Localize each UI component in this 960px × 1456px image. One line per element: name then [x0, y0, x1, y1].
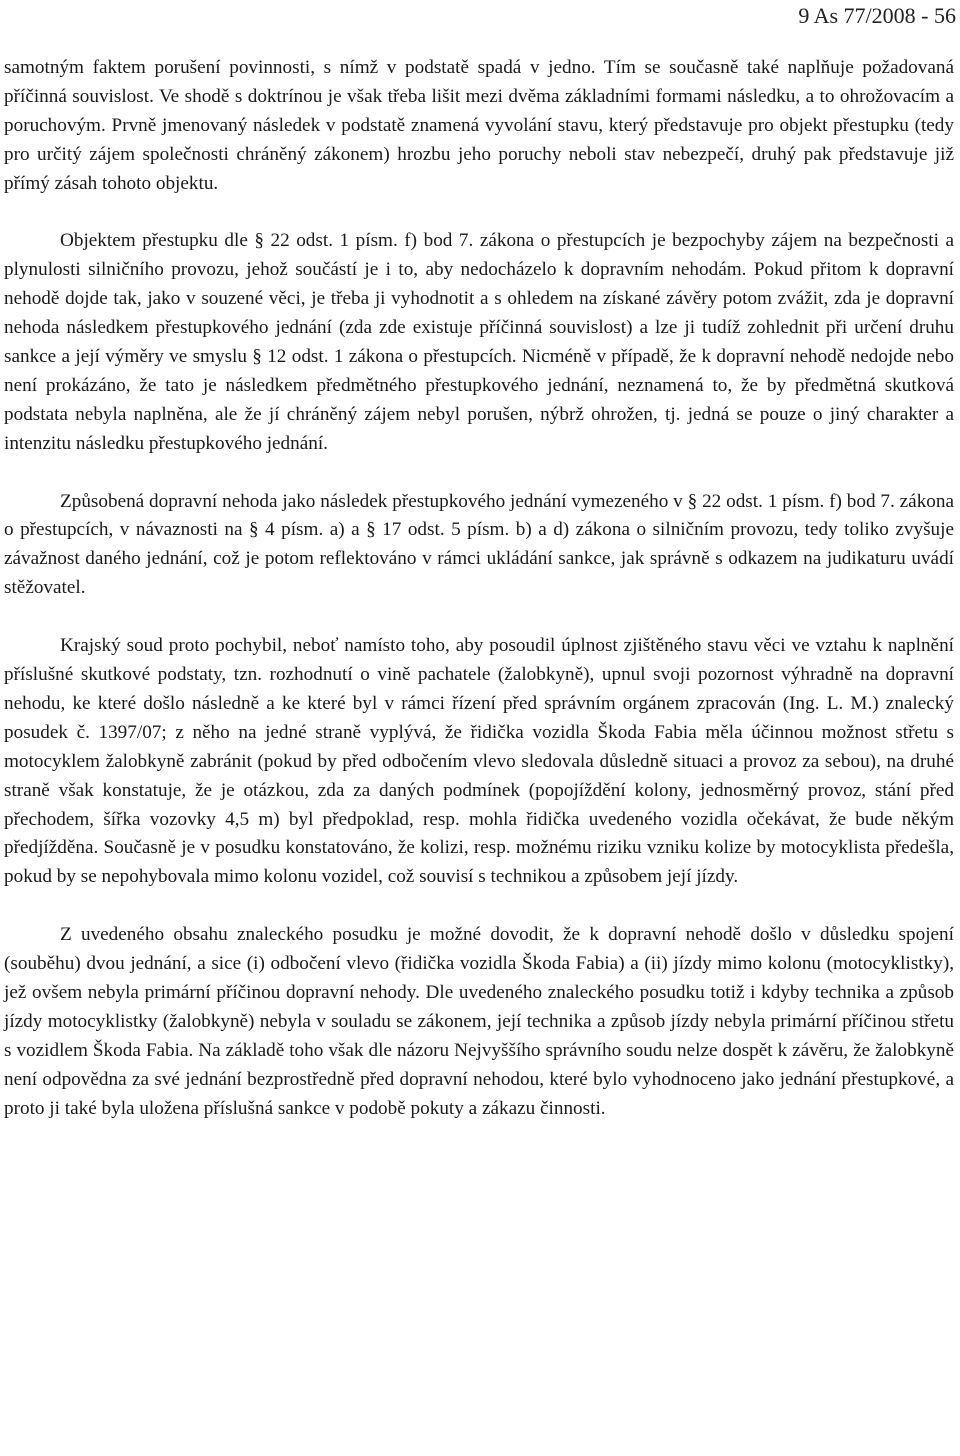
document-body: [4, 54, 954, 1123]
paragraph-gap: [4, 459, 954, 488]
paragraph-2: Objektem přestupku dle § 22 odst. 1 písm. f) bod 7. zákona o přestupcích je bezpochyby zájem na bezpečnosti a plynulosti silničního provozu, jehož součástí je i to, aby nedocházelo k dopravním nehodám. Pokud přitom k dopravní nehodě dojde tak, jako v souzené věci, je třeba ji vyhodnotit a s ohledem na získané závěry potom zvážit, zda je dopravní nehoda následkem přestupkového jednání (zda zde existuje příčinná souvislost) a lze ji tudíž zohlednit při určení druhu sankce a její výměry ve smyslu § 12 odst. 1 zákona o přestupcích. Nicméně v případě, že k dopravní nehodě nedojde nebo není prokázáno, že tato je následkem předmětného přestupkového jednání, neznamená to, že by předmětná skutková podstata nebyla naplněna, ale že jí chráněný zájem nebyl porušen, nýbrž ohrožen, tj. jedná se pouze o jiný charakter a intenzitu následku přestupkového jednání.: [4, 230, 954, 454]
paragraph-1: samotným faktem porušení povinnosti, s nímž v podstatě spadá v jedno. Tím se současně také naplňuje požadovaná příčinná souvislost. Ve shodě s doktrínou je však třeba lišit mezi dvěma základními formami následku, a to ohrožovacím a poruchovým. Prvně jmenovaný následek v podstatě znamená vyvolání stavu, který představuje pro objekt přestupku (tedy pro určitý zájem společnosti chráněný zákonem) hrozbu jeho poruchy neboli stav nebezpečí, druhý pak představuje již přímý zásah tohoto objektu.: [4, 57, 954, 194]
paragraph-gap: [4, 603, 954, 632]
paragraph-5: Z uvedeného obsahu znaleckého posudku je možné dovodit, že k dopravní nehodě došlo v důsledku spojení (souběhu) dvou jednání, a sice (i) odbočení vlevo (řidička vozidla Škoda Fabia) a (ii) jízdy mimo kolonu (motocyklistky), jež ovšem nebyla primární příčinou dopravní nehody. Dle uvedeného znaleckého posudku totiž i kdyby technika a způsob jízdy motocyklistky (žalobkyně) nebyla v souladu se zákonem, její technika a způsob jízdy nebyla primární příčinou střetu s vozidlem Škoda Fabia. Na základě toho však dle názoru Nejvyššího správního soudu nelze dospět k závěru, že žalobkyně není odpovědna za své jednání bezprostředně před dopravní nehodou, které bylo vyhodnoceno jako jednání přestupkové, a proto ji také byla uložena příslušná sankce v podobě pokuty a zákazu činnosti.: [4, 924, 954, 1119]
paragraph-4: Krajský soud proto pochybil, neboť namísto toho, aby posoudil úplnost zjištěného stavu věci ve vztahu k naplnění příslušné skutkové podstaty, tzn. rozhodnutí o vině pachatele (žalobkyně), upnul svoji pozornost výhradně na dopravní nehodu, ke které došlo následně a ke které byl v rámci řízení před správním orgánem zpracován (Ing. L. M.) znalecký posudek č. 1397/07; z něho na jedné straně vyplývá, že řidička vozidla Škoda Fabia měla účinnou možnost střetu s motocyklem žalobkyně zabránit (pokud by před odbočením vlevo sledovala důsledně situaci a provoz za sebou), na druhé straně však konstatuje, že je otázkou, zda za daných podmínek (popojíždění kolony, jednosměrný provoz, stání před přechodem, šířka vozovky 4,5 m) byl předpoklad, resp. mohla řidička uvedeného vozidla očekávat, že bude někým předjížděna. Současně je v posudku konstatováno, že kolizi, resp. možnému riziku vzniku kolize by motocyklista předešla, pokud by se nepohybovala mimo kolonu vozidel, což souvisí s technikou a způsobem její jízdy.: [4, 635, 954, 888]
paragraph-gap: [4, 199, 954, 228]
paragraph-3: Způsobená dopravní nehoda jako následek přestupkového jednání vymezeného v § 22 odst. 1 písm. f) bod 7. zákona o přestupcích, v návaznosti na § 4 písm. a) a § 17 odst. 5 písm. b) a d) zákona o silničním provozu, tedy toliko zvyšuje závažnost daného jednání, což je potom reflektováno v rámci ukládání sankce, jak správně s odkazem na judikaturu uvádí stěžovatel.: [4, 490, 954, 599]
case-number-header: 9 As 77/2008 - 56: [798, 3, 956, 28]
paragraph-gap: [4, 892, 954, 921]
